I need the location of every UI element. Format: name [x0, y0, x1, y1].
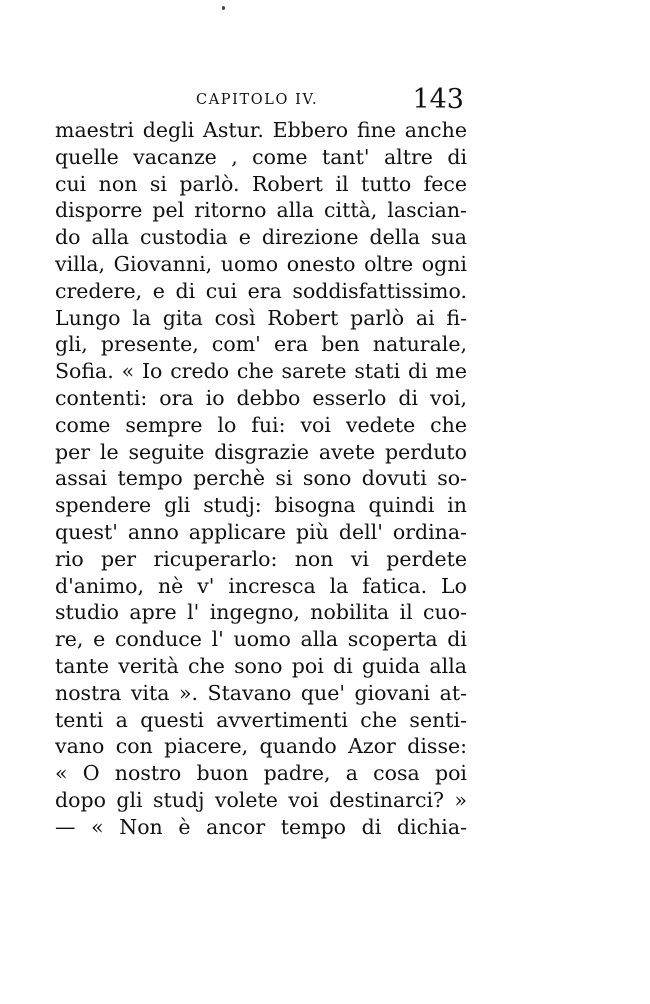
text-line: quelle vacanze , come tant' altre di — [55, 144, 467, 169]
text-line: studio apre l' ingegno, nobilita il cuo- — [55, 600, 467, 625]
running-head — [196, 84, 464, 115]
ink-speck — [222, 6, 225, 10]
text-line: assai tempo perchè si sono dovuti so- — [55, 466, 467, 491]
text-line: dopo gli studj volete voi destinarci? » — [55, 787, 467, 812]
body-text — [55, 117, 467, 841]
text-line: re, e conduce l' uomo alla scoperta di — [55, 627, 467, 652]
text-line: per le seguite disgrazie avete perduto — [55, 439, 467, 464]
text-line: tenti a questi avvertimenti che senti- — [55, 707, 467, 732]
text-line: « O nostro buon padre, a cosa poi — [55, 761, 467, 786]
text-line: nostra vita ». Stavano que' giovani at- — [55, 680, 467, 705]
text-line: quest' anno applicare più dell' ordina- — [55, 519, 467, 544]
text-line: Sofia. « Io credo che sarete stati di me — [55, 359, 467, 384]
text-line: credere, e di cui era soddisfattissimo. — [55, 278, 467, 303]
text-line: tante verità che sono poi di guida alla — [55, 653, 467, 678]
text-line: villa, Giovanni, uomo onesto oltre ogni — [55, 251, 467, 276]
text-line: come sempre lo fui: voi vedete che — [55, 412, 467, 437]
text-line: gli, presente, com' era ben naturale, — [55, 332, 467, 357]
text-line: Lungo la gita così Robert parlò ai fi- — [55, 305, 467, 330]
text-line: vano con piacere, quando Azor disse: — [55, 734, 467, 759]
text-line: do alla custodia e direzione della sua — [55, 225, 467, 250]
chapter-heading: CAPITOLO IV. — [196, 92, 319, 108]
text-line: spendere gli studj: bisogna quindi in — [55, 493, 467, 518]
text-line: d'animo, nè v' incresca la fatica. Lo — [55, 573, 467, 598]
text-line: maestri degli Astur. Ebbero fine anche — [55, 118, 467, 142]
text-line: contenti: ora io debbo esserlo di voi, — [55, 385, 467, 410]
text-line: — « Non è ancor tempo di dichia- — [55, 814, 467, 839]
text-line: disporre pel ritorno alla città, lascian- — [55, 198, 467, 223]
page-number: 143 — [412, 84, 464, 115]
text-line: cui non si parlò. Robert il tutto fece — [55, 171, 467, 196]
text-line: rio per ricuperarlo: non vi perdete — [55, 546, 467, 571]
